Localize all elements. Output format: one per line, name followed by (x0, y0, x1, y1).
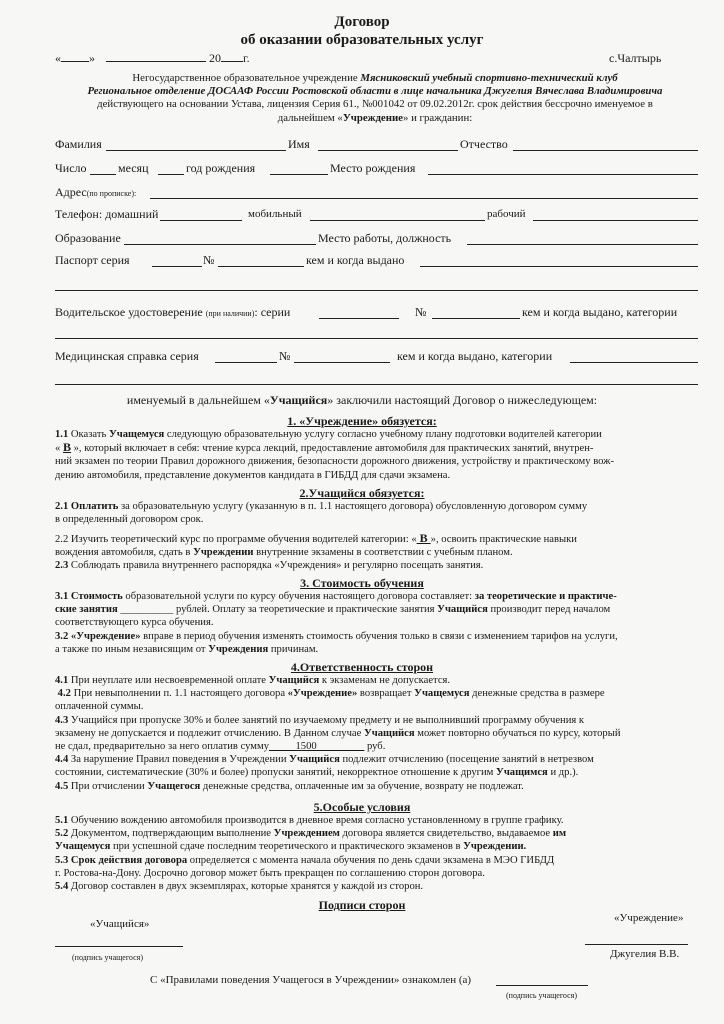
student-party-label: «Учащийся» (90, 918, 150, 930)
institution-signatory: Джугелия В.В. (610, 948, 680, 960)
section-4-heading: 4.Ответственность сторон (290, 660, 434, 674)
medical-category-input[interactable] (570, 362, 698, 363)
address-label: Адрес(по прописке): (55, 185, 137, 199)
month-blank[interactable] (106, 50, 206, 62)
section-1-body: 1.1 Оказать Учащемуся следующую образовательную услугу согласно учебному плану подготовки водителей категории « В », который включает в себя: чтение курса лекций, предоставление автомобиля для практических занятий, внутрен- ний экзамен по теории Правил дорожного движения, безопасности дорожного движения, устройству и практическому вож- дению автомобиля, представление документов кандидата в ГИБДД для сдачи экзамена. (55, 429, 615, 481)
birthplace-label: Место рождения (330, 161, 416, 175)
education-input[interactable] (124, 244, 316, 245)
patronymic-label: Отчество (460, 137, 508, 151)
section-2-heading: 2.Учащийся обязуется: (299, 486, 425, 500)
medical-series-input[interactable] (215, 362, 277, 363)
home-phone-input[interactable] (160, 220, 242, 221)
workplace-label: Место работы, должность (318, 231, 452, 245)
passport-number-input[interactable] (218, 266, 304, 267)
name-label: Имя (288, 137, 310, 151)
mobile-phone-input[interactable] (310, 220, 485, 221)
section-4-body: 4.1 При неуплате или несвоевременной оплате Учащийся к экзаменам не допускается. 4.2 При невыполнении п. 1.1 настоящего договора «Учреждение» возвращает Учащемуся денежные средства в размере оплаченной суммы. 4.3 Учащийся при пропуске 30% и более занятий по изучаемому предмету и не выполнивший программу обучения к экзамену не допускается и подлежит отчислению. В Данном случае Учащийся может повторно обучаться по курсу, который не сдал, предварительно за него оплатив сумму_____1500_________ руб. 4.4 За нарушение Правил поведения в Учреждении Учащийся подлежит отчислению (посещение занятий в нетрезвом состоянии, систематические (30% и более) пропуски занятий, некорректное отношение к другим Учащимся и др.). 4.5 При отчислении Учащегося денежные средства, оплаченные им за обучение, возврату не подлежат. (55, 675, 621, 792)
rules-acknowledgement: С «Правилами поведения Учащегося в Учреждении» ознакомлен (а) (150, 974, 472, 986)
education-label: Образование (55, 231, 121, 245)
institution-signature-line[interactable] (585, 944, 688, 945)
passport-issued-label: кем и когда выдано (306, 253, 405, 267)
institution-party-label: «Учреждение» (614, 912, 684, 924)
medical-extra-line[interactable] (55, 384, 698, 385)
surname-label: Фамилия (55, 137, 102, 151)
license-series-input[interactable] (319, 318, 399, 319)
section-2-item-2: 2.2 Изучить теоретический курс по программе обучения водителей категории: « В », освоить практические навыки вождения автомобиля, сдать в Учреждении внутренние экзамены в соответствии с учебным планом. 2.3 Соблюдать правила внутреннего распорядка «Учреждения» и регулярно посещать занятия. (55, 531, 577, 572)
parties-preamble: Негосударственное образовательное учреждение Мясниковский учебный спортивно-технический клуб Региональное отделение ДОСААФ России Ростовской области в лице начальника Джугелия Вячеслава Владимировича действующего на основании Устава, лицензия Серия 61., №001042 от 09.02.2012г. срок действия бессрочно именуемое в дальнейшем «Учреждение» и гражданин: (87, 72, 663, 124)
acknowledgement-signature-line[interactable] (496, 985, 588, 986)
day-input[interactable] (90, 174, 116, 175)
license-label: Водительское удостоверение (при наличии): серии (55, 305, 291, 319)
year-prefix: 20 (209, 51, 221, 65)
passport-extra-line[interactable] (55, 290, 698, 291)
city: с.Чалтырь (609, 51, 662, 65)
section-3-body: 3.1 Стоимость образовательной услуги по курсу обучения настоящего договора составляет: за теоретические и практиче- ские занятия __________ рублей. Оплату за теоретические и практические занятия Учащийся производит перед началом соответствующего курса обучения. 3.2 «Учреждение» вправе в период обучения изменять стоимость обучения только в связи с изменением тарифов на услуги, а также по иным независящим от Учреждения причинам. (55, 591, 618, 655)
year-suffix: г. (243, 51, 250, 65)
year-blank[interactable] (221, 50, 243, 62)
passport-issued-input[interactable] (420, 266, 698, 267)
work-phone-label: рабочий (487, 208, 526, 220)
home-phone-label: Телефон: домашний (55, 207, 159, 221)
date-quote-close: » (89, 51, 95, 65)
student-signature-caption: (подпись учащегося) (72, 953, 144, 962)
section-1-heading: 1. «Учреждение» обязуется: (287, 414, 437, 428)
surname-input[interactable] (106, 150, 286, 151)
document-subtitle: об оказании образовательных услуг (240, 32, 484, 48)
medical-issued-label: кем и когда выдано, категории (397, 349, 553, 363)
work-phone-input[interactable] (533, 220, 698, 221)
license-number-label: № (415, 305, 427, 319)
patronymic-input[interactable] (513, 150, 698, 151)
license-extra-line[interactable] (55, 338, 698, 339)
passport-number-label: № (203, 253, 215, 267)
address-input[interactable] (150, 198, 698, 199)
section-5-heading: 5.Особые условия (313, 800, 411, 814)
workplace-input[interactable] (467, 244, 698, 245)
birthplace-input[interactable] (428, 174, 698, 175)
mobile-phone-label: мобильный (248, 208, 302, 220)
day-blank[interactable] (61, 50, 89, 62)
birth-year-input[interactable] (270, 174, 328, 175)
medical-label: Медицинская справка серия (55, 349, 199, 363)
medical-number-input[interactable] (294, 362, 390, 363)
section-3-heading: 3. Стоимость обучения (300, 576, 424, 590)
passport-label: Паспорт серия (55, 253, 130, 267)
month-input[interactable] (158, 174, 184, 175)
license-issued-label: кем и когда выдано, категории (522, 305, 678, 319)
student-intro: именуемый в дальнейшем «Учащийся» заключили настоящий Договор о нижеследующем: (126, 393, 598, 407)
month-label: месяц (118, 161, 149, 175)
date-quote-open: « (55, 51, 61, 65)
passport-series-input[interactable] (152, 266, 202, 267)
acknowledgement-caption: (подпись учащегося) (506, 991, 578, 1000)
document-title: Договор (334, 14, 390, 30)
birth-year-label: год рождения (186, 161, 256, 175)
date-line (55, 50, 250, 66)
section-2-body: 2.1 Оплатить за образовательную услугу (указанную в п. 1.1 настоящего договора) обусловленную договором сумму в определенный договором срок. (55, 501, 588, 526)
name-input[interactable] (318, 150, 458, 151)
student-signature-line[interactable] (55, 946, 183, 947)
medical-number-label: № (279, 349, 291, 363)
license-number-input[interactable] (432, 318, 520, 319)
day-label: Число (55, 161, 87, 175)
signatures-heading: Подписи сторон (318, 898, 406, 912)
section-5-body: 5.1 Обучению вождению автомобиля производится в дневное время согласно установленному в группе графику. 5.2 Документом, подтверждающим выполнение Учреждением договора является свидетельство, выдаваемое им Учащемуся при успешной сдаче последним теоретического и практического экзаменов в Учреждении. 5.3 Срок действия договора определяется с момента начала обучения по день сдачи экзамена в МЭО ГИБДД г. Ростова-на-Дону. Досрочно договор может быть прекращен по соглашению сторон договора. 5.4 Договор составлен в двух экземплярах, которые хранятся у каждой из сторон. (55, 815, 567, 893)
